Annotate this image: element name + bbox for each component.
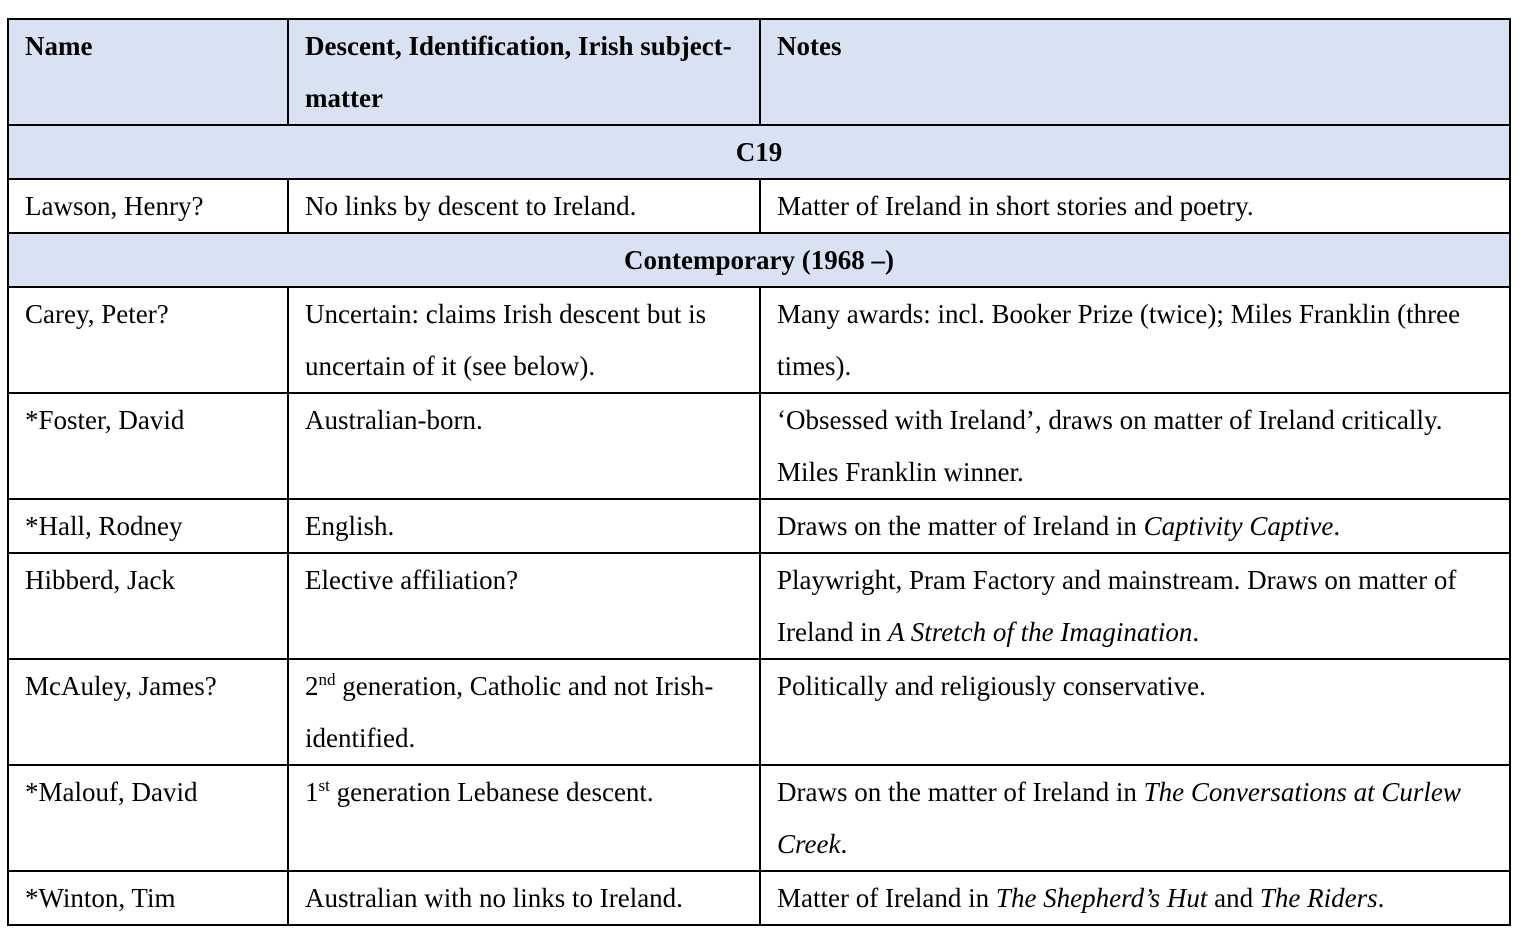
- descent-text: generation Lebanese descent.: [329, 777, 654, 807]
- notes-text: and: [1207, 883, 1260, 913]
- notes-text: Matter of Ireland in: [777, 883, 996, 913]
- author-descent: Australian with no links to Ireland.: [288, 871, 760, 925]
- author-descent: [288, 765, 760, 871]
- author-name: *Malouf, David: [8, 765, 288, 871]
- author-notes: [760, 499, 1510, 553]
- work-title: A Stretch of the Imagination: [887, 617, 1193, 647]
- table-header-row: [8, 19, 1510, 125]
- author-name: *Hall, Rodney: [8, 499, 288, 553]
- header-descent: Descent, Identification, Irish subject-matter: [288, 19, 760, 125]
- notes-text: .: [1377, 883, 1385, 913]
- section-row-contemporary: [8, 233, 1510, 287]
- table-row: [8, 765, 1510, 871]
- author-name: Carey, Peter?: [8, 287, 288, 393]
- notes-text: .: [840, 829, 848, 859]
- table-row: [8, 179, 1510, 233]
- author-notes: Politically and religiously conservative.: [760, 659, 1510, 765]
- author-name: McAuley, James?: [8, 659, 288, 765]
- table-row: [8, 499, 1510, 553]
- work-title: The Riders: [1259, 883, 1378, 913]
- author-notes: ‘Obsessed with Ireland’, draws on matter of Ireland critically. Miles Franklin winner.: [760, 393, 1510, 499]
- header-notes: Notes: [760, 19, 1510, 125]
- notes-text: .: [1192, 617, 1200, 647]
- author-descent: Elective affiliation?: [288, 553, 760, 659]
- ordinal-number: 1: [305, 777, 319, 807]
- author-notes: [760, 871, 1510, 925]
- notes-text: Draws on the matter of Ireland in: [777, 777, 1144, 807]
- author-descent: No links by descent to Ireland.: [288, 179, 760, 233]
- author-descent: Australian-born.: [288, 393, 760, 499]
- descent-text: generation, Catholic and not Irish-identified.: [305, 671, 714, 753]
- author-notes: [760, 553, 1510, 659]
- notes-text: Playwright, Pram Factory and mainstream. Draws on matter of Ireland in: [777, 565, 1457, 647]
- author-name: Hibberd, Jack: [8, 553, 288, 659]
- header-name: Name: [8, 19, 288, 125]
- author-notes: Matter of Ireland in short stories and poetry.: [760, 179, 1510, 233]
- ordinal-suffix: st: [318, 776, 330, 795]
- ordinal-suffix: nd: [318, 670, 336, 689]
- author-notes: [760, 765, 1510, 871]
- table-row: [8, 553, 1510, 659]
- authors-table: [7, 18, 1511, 926]
- section-row-c19: [8, 125, 1510, 179]
- table-row: [8, 871, 1510, 925]
- author-name: *Foster, David: [8, 393, 288, 499]
- author-descent: [288, 659, 760, 765]
- author-name: Lawson, Henry?: [8, 179, 288, 233]
- notes-text: Draws on the matter of Ireland in: [777, 511, 1144, 541]
- notes-text: .: [1333, 511, 1341, 541]
- section-title: Contemporary (1968 –): [8, 233, 1510, 287]
- table-row: [8, 393, 1510, 499]
- ordinal-number: 2: [305, 671, 319, 701]
- work-title: The Conversations at Curlew Creek: [777, 777, 1461, 859]
- table-row: [8, 659, 1510, 765]
- author-name: *Winton, Tim: [8, 871, 288, 925]
- author-notes: Many awards: incl. Booker Prize (twice); Miles Franklin (three times).: [760, 287, 1510, 393]
- work-title: The Shepherd’s Hut: [995, 883, 1208, 913]
- section-title: C19: [8, 125, 1510, 179]
- work-title: Captivity Captive: [1143, 511, 1334, 541]
- table-row: [8, 287, 1510, 393]
- author-descent: Uncertain: claims Irish descent but is uncertain of it (see below).: [288, 287, 760, 393]
- author-descent: English.: [288, 499, 760, 553]
